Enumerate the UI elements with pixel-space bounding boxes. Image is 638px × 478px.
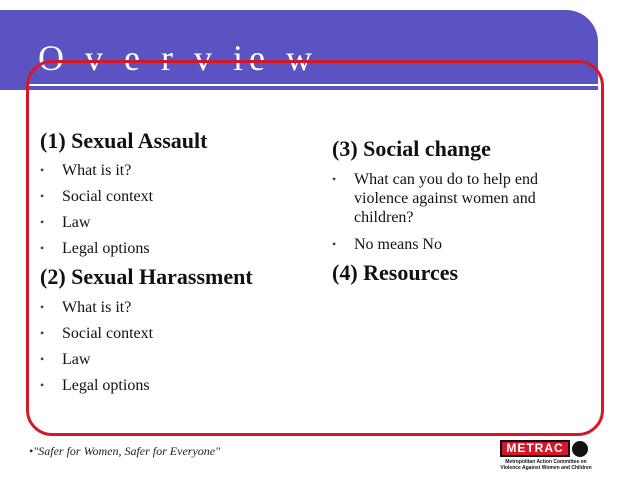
- bullet-icon: •: [40, 215, 45, 230]
- list-item: • Legal options: [40, 240, 150, 258]
- list-item: • No means No: [332, 236, 442, 254]
- footer-tagline: •"Safer for Women, Safer for Everyone": [29, 444, 221, 458]
- left-column: [40, 128, 330, 395]
- section-heading-resources: (4) Resources: [332, 260, 459, 286]
- section-heading-sexual-assault: (1) Sexual Assault: [40, 128, 208, 153]
- bullet-icon: •: [332, 172, 337, 187]
- section-heading-social-change: (3) Social change: [332, 136, 491, 161]
- list-item: • Legal options: [40, 376, 150, 394]
- bullet-icon: •: [40, 241, 45, 256]
- list-item: • What is it?: [40, 298, 132, 316]
- logo-wordmark: METRAC: [500, 440, 570, 457]
- sexual-harassment-list: [40, 298, 330, 395]
- bullet-icon: •: [40, 299, 45, 314]
- bullet-icon: •: [40, 189, 45, 204]
- bullet-icon: •: [40, 351, 45, 366]
- bullet-icon: •: [40, 325, 45, 340]
- metrac-logo: [500, 440, 592, 472]
- bullet-icon: •: [332, 237, 337, 252]
- list-item: • Social context: [40, 324, 154, 342]
- list-item: • What can you do to help end violence against women and children?: [332, 171, 538, 227]
- list-item: • Social context: [40, 188, 154, 206]
- logo-badge-icon: [572, 441, 588, 457]
- bullet-icon: •: [40, 163, 45, 178]
- section-heading-sexual-harassment: (2) Sexual Harassment: [40, 264, 253, 290]
- list-item: • Law: [40, 350, 91, 368]
- list-item: • Law: [40, 214, 91, 232]
- slide-title: O v e r v ie w: [38, 38, 318, 78]
- logo-subtitle: Metropolitan Action Committee on Violence Against Women and Children: [500, 459, 592, 471]
- sexual-assault-list: [40, 161, 330, 258]
- social-change-list: [332, 170, 592, 254]
- right-column: [332, 136, 592, 287]
- bullet-icon: •: [40, 377, 45, 392]
- list-item: • What is it?: [40, 162, 132, 180]
